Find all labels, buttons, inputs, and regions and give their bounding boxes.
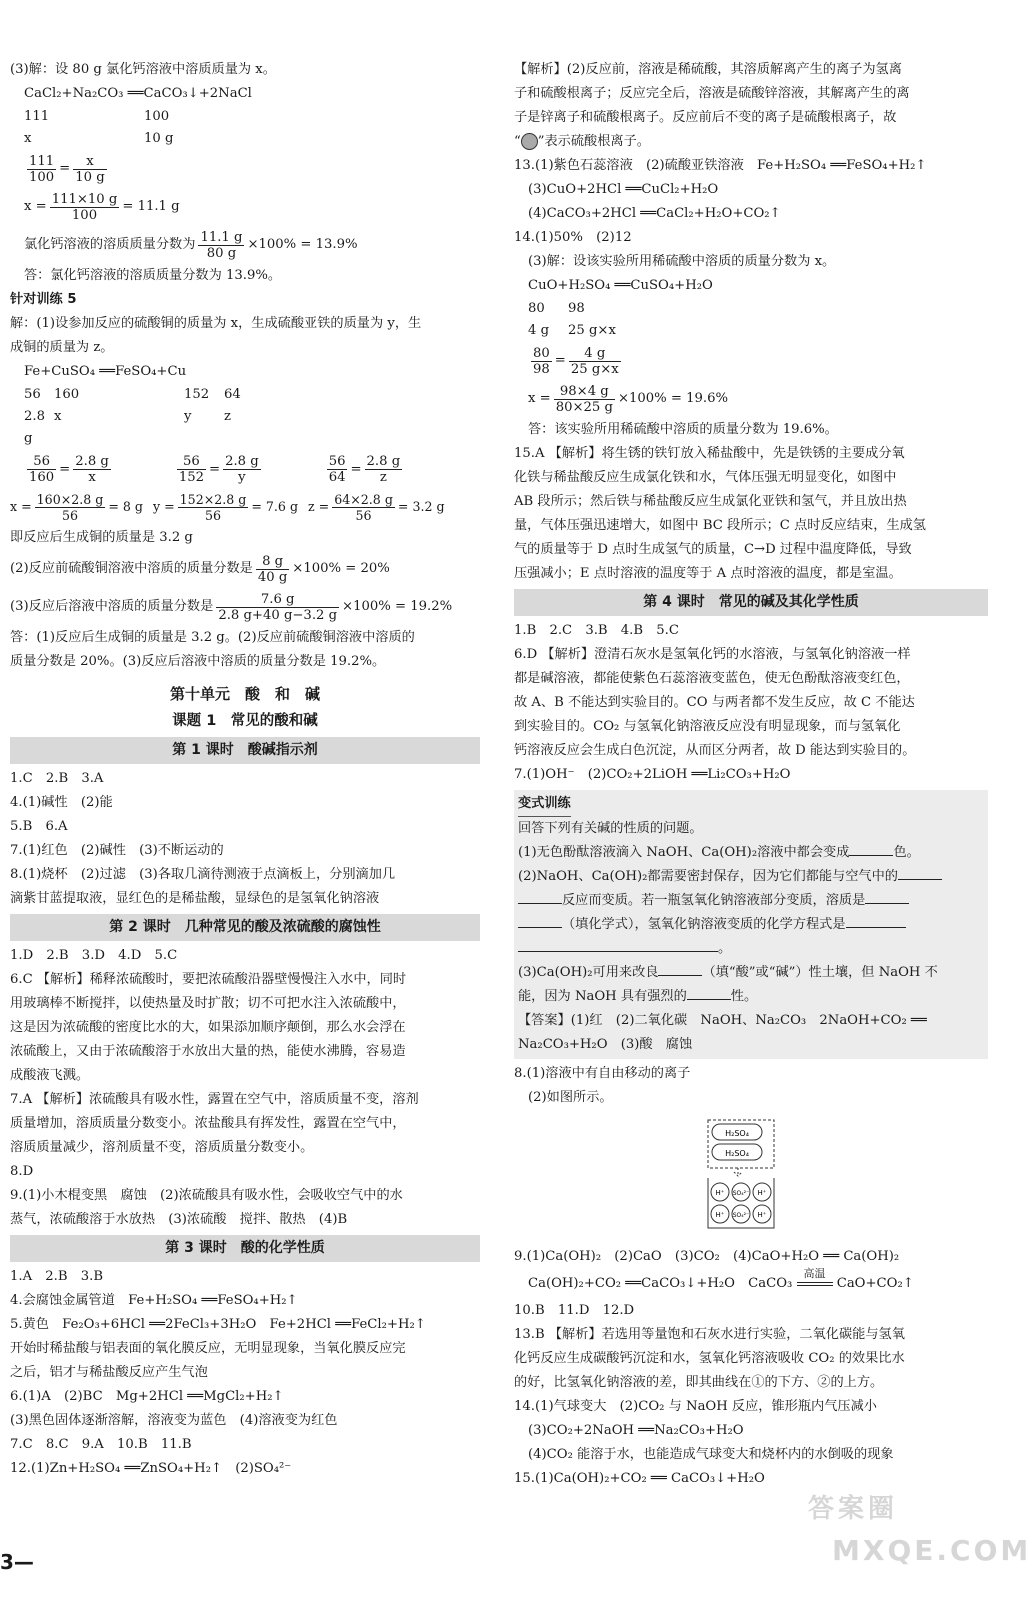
watermark-logo: 答案圈 (808, 1494, 899, 1524)
answer-line: 1.C 2.B 3.A (10, 771, 104, 786)
text-line: 解：(1)设参加反应的硫酸铜的质量为 x，生成硫酸亚铁的质量为 y，生 (10, 316, 422, 331)
ion-label: SO₄²⁻ (732, 1190, 750, 1197)
results-row: x = $\frac{160\times 2.8 g}{56}$ = 8 g y = $\frac{152\times 2.8 g}{56}$ = 7.6 g z = $\frac{64\times 2.8 g}{56}$ = 3.2 g (10, 491, 445, 523)
answer-line: 8.(1)溶液中有自由移动的离子 (514, 1066, 691, 1081)
solution-line: x = $\frac{111\times 10 g}{100}$ = 11.1 g (24, 191, 180, 223)
lesson3-answers (10, 1265, 480, 1481)
answer-line: “ ”表示硫酸根离子。 (514, 134, 650, 149)
box-line: 。 (518, 937, 984, 961)
lesson-banner-4: 第 4 课时 常见的碱及其化学性质 (514, 589, 988, 616)
equation: Fe+CuSO₄ ══FeSO₄+Cu (24, 364, 187, 379)
answer-line: 13.(1)紫色石蕊溶液 (2)硫酸亚铁溶液 Fe+H₂SO₄ ══FeSO₄+H₂↑ (514, 158, 927, 173)
percent-line: (2)反应前硫酸铜溶液中溶质的质量分数是 $\frac{8 g}{40 g}$ ×100% = 20% (10, 553, 390, 585)
answer-line: 用玻璃棒不断搅拌，以使热量及时扩散；切不可把水注入浓硫酸中， (10, 996, 406, 1011)
text-line: 即反应后生成铜的质量是 3.2 g (10, 530, 193, 545)
answer-line: 的好，比氢氧化钠溶液的差，即其曲线在①的下方、②的上方。 (514, 1375, 884, 1390)
proportion: $\frac{80}{98}$ = $\frac{4 g}{25 g\times x}$ (533, 345, 619, 377)
section-heading: 针对训练 5 (10, 292, 77, 307)
percent-line: 氯化钙溶液的溶质质量分数为 $\frac{11.1 g}{80 g}$ ×100% = 13.9% (24, 229, 358, 261)
answer-line: 15.(1)Ca(OH)₂+CO₂ ══ CaCO₃↓+H₂O (514, 1471, 765, 1486)
answer-line: 8.(1)烧杯 (2)过滤 (3)各取几滴待测液于点滴板上，分别滴加几 (10, 867, 396, 882)
arrow-icon (734, 1168, 742, 1176)
reaction-condition: 高温 (803, 1266, 826, 1280)
lesson2-answers (10, 944, 480, 1232)
mass-ratio-grid (10, 106, 480, 150)
answer-line: 压强减小；E 点时溶液的温度等于 A 点时溶液的温度，都是室温。 (514, 566, 902, 581)
answer-line: AB 段所示；然后铁与稀盐酸反应生成氯化亚铁和氢气，并且放出热 (514, 494, 907, 509)
answer-line: 溶质质量减少，溶剂质量不变，溶质质量分数变小。 (10, 1140, 314, 1155)
percent-line: (3)反应后溶液中溶质的质量分数是 $\frac{7.6 g}{2.8 g+40 g-3.2 g}$ ×100% = 19.2% (10, 591, 453, 623)
answer-line: 答：氯化钙溶液的溶质质量分数为 13.9%。 (24, 268, 282, 283)
box-line: 反应而变质。若一瓶氢氧化钠溶液部分变质，溶质是 (518, 889, 984, 913)
text-line: 成铜的质量为 z。 (10, 340, 114, 355)
answer-line: 气的质量等于 D 点时生成氢气的质量，C→D 过程中温度降低，导致 (514, 542, 912, 557)
answer-line: 钙溶液反应会生成白色沉淀，从而区分两者，故 D 能达到实验目的。 (514, 743, 916, 758)
mass-ratio-grid: 56 160 152 64 2.8 g x y z (24, 387, 241, 446)
answer-line: 14.(1)气球变大 (2)CO₂ 与 NaOH 反应，锥形瓶内气压减小 (514, 1399, 877, 1414)
answer-line: 都是碱溶液，都能使紫色石蕊溶液变蓝色，使无色酚酞溶液变红色， (514, 671, 910, 686)
answer-line: (3)解：设该实验所用稀硫酸中溶质的质量分数为 x。 (528, 254, 836, 269)
answer-line: 质量增加，溶质质量分数变小。浓盐酸具有挥发性，露置在空气中， (10, 1116, 406, 1131)
answer-line: 浓硫酸上，又由于浓硫酸溶于水放出大量的热，能使水沸腾，容易造 (10, 1044, 406, 1059)
solution-line: x = $\frac{98\times 4 g}{80\times 25 g}$ ×100% = 19.6% (528, 383, 729, 415)
ion-label: H⁺ (757, 1189, 767, 1197)
answer-line: 质量分数是 20%。(3)反应后溶液中溶质的质量分数是 19.2%。 (10, 654, 386, 669)
answer-line: 化钙反应生成碳酸钙沉淀和水，氢氧化钙溶液吸收 CO₂ 的效果比水 (514, 1351, 905, 1366)
answer-line: 14.(1)50% (2)12 (514, 230, 632, 245)
answer-line: 13.B 【解析】若选用等量饱和石灰水进行实验，二氧化碳能与氢氧 (514, 1327, 905, 1342)
answer-line: (2)如图所示。 (528, 1090, 613, 1105)
answer-line: 到实验目的。CO₂ 与氢氧化钠溶液反应没有明显现象，而与氢氧化 (514, 719, 901, 734)
proportions-row: $\frac{56}{160}$ = $\frac{2.8 g}{x}$ $\frac{56}{152}$ = $\frac{2.8 g}{y}$ $\frac{56}{64}$ = $\frac{2.8 g}{z}$ (29, 453, 401, 485)
box-line: （填化学式），氢氧化钠溶液变质的化学方程式是 (518, 913, 984, 937)
box-line: (1)无色酚酞溶液滴入 NaOH、Ca(OH)₂溶液中都会变成 色。 (518, 841, 984, 865)
answer-line: 7.(1)OH⁻ (2)CO₂+2LiOH ══Li₂CO₃+H₂O (514, 767, 791, 782)
grid-cell: 100 (144, 109, 170, 124)
answer-line: 5.黄色 Fe₂O₃+6HCl ══2FeCl₃+3H₂O Fe+2HCl ══FeCl₂+H₂↑ (10, 1317, 426, 1332)
h2so4-label: H₂SO₄ (725, 1149, 749, 1158)
answer-line: 【解析】(2)反应前，溶液是稀硫酸，其溶质解离产生的离子为氢离 (514, 62, 902, 77)
unit-title: 第十单元 酸 和 碱 (169, 685, 320, 703)
variant-training-box (514, 790, 988, 1059)
ion-label: SO₄²⁻ (732, 1212, 750, 1219)
answer-line: 滴紫甘蓝提取液，显红色的是稀盐酸，显绿色的是氢氧化钠溶液 (10, 891, 380, 906)
proportion: $\frac{111}{100}$ = $\frac{x}{10 g}$ (29, 153, 105, 185)
box-answer: Na₂CO₃+H₂O (3)酸 腐蚀 (518, 1037, 693, 1052)
topic-title: 课题 1 常见的酸和碱 (172, 713, 318, 729)
h2so4-label: H₂SO₄ (725, 1129, 749, 1138)
beaker-diagram (704, 1118, 778, 1230)
equation: CuO+H₂SO₄ ══CuSO₄+H₂O (528, 278, 713, 293)
text-line: (3)解：设 80 g 氯化钙溶液中溶质质量为 x。 (10, 62, 276, 77)
answer-line: 蒸气，浓硫酸溶于水放热 (3)浓硫酸 搅拌、散热 (4)B (10, 1212, 348, 1227)
answer-line: (3)CuO+2HCl ══CuCl₂+H₂O (528, 182, 719, 197)
box-line: (3)Ca(OH)₂可用来改良 （填“酸”或“碱”）性土壤，但 NaOH 不 (518, 961, 984, 985)
watermark-url: MXQE.COM (832, 1534, 1031, 1567)
answer-line: (3)CO₂+2NaOH ══Na₂CO₃+H₂O (528, 1423, 744, 1438)
answer-line: 12.(1)Zn+H₂SO₄ ══ZnSO₄+H₂↑ (2)SO₄²⁻ (10, 1461, 292, 1476)
answer-line: 7.(1)红色 (2)碱性 (3)不断运动的 (10, 843, 224, 858)
answer-line: 6.C 【解析】稀释浓硫酸时，要把浓硫酸沿器壁慢慢注入水中，同时 (10, 972, 407, 987)
answer-line: 7.A 【解析】浓硫酸具有吸水性，露置在空气中，溶质质量不变，溶剂 (10, 1092, 419, 1107)
box-line: (2)NaOH、Ca(OH)₂都需要密封保存，因为它们都能与空气中的 (518, 865, 984, 889)
answer-line: 9.(1)小木棍变黑 腐蚀 (2)浓硫酸具有吸水性，会吸收空气中的水 (10, 1188, 403, 1203)
answer-line: 1.A 2.B 3.B (10, 1269, 104, 1284)
answer-line: 4.(1)碱性 (2)能 (10, 795, 113, 810)
lesson1-answers (10, 767, 480, 911)
answer-line: 6.(1)A (2)BC Mg+2HCl ══MgCl₂+H₂↑ (10, 1389, 284, 1404)
answer-line: 之后，铝才与稀盐酸反应产生气泡 (10, 1365, 208, 1380)
answer-line: 答：该实验所用稀硫酸中溶质的质量分数为 19.6%。 (528, 422, 838, 437)
answer-line: 子是锌离子和硫酸根离子。反应前后不变的离子是硫酸根离子，故 (514, 110, 897, 125)
answer-line: 15.A 【解析】将生锈的铁钉放入稀盐酸中，先是铁锈的主要成分氧 (514, 446, 905, 461)
answer-line: 开始时稀盐酸与铝表面的氧化膜反应，无明显现象，当氧化膜反应完 (10, 1341, 406, 1356)
answer-line: 成酸液飞溅。 (10, 1068, 90, 1083)
answer-line: Ca(OH)₂+CO₂ ══CaCO₃↓+H₂O CaCO₃ 高温 CaO+CO₂↑ (528, 1266, 914, 1291)
answer-line: 子和硫酸根离子；反应完全后，溶液是硫酸锌溶液，其解离产生的离 (514, 86, 910, 101)
left-column (10, 58, 480, 1481)
box-line: 回答下列有关碱的性质的问题。 (518, 821, 703, 836)
box-answer: 【答案】(1)红 (2)二氧化碳 NaOH、Na₂CO₃ 2NaOH+CO₂ ══ (518, 1013, 927, 1028)
sulfate-ion-icon (521, 133, 538, 150)
answer-line: 这是因为浓硫酸的密度比水的大，如果添加顺序颠倒，那么水会浮在 (10, 1020, 406, 1035)
page-number: 3— (0, 1550, 34, 1574)
answer-line: 9.(1)Ca(OH)₂ (2)CaO (3)CO₂ (4)CaO+H₂O ══ Ca(OH)₂ (514, 1249, 900, 1264)
ion-label: H⁺ (715, 1211, 725, 1219)
ion-label: H⁺ (757, 1211, 767, 1219)
right-column (514, 58, 988, 1491)
answer-line: 故 A、B 不能达到实验目的。CO 与两者都不发生反应，故 C 不能达 (514, 695, 915, 710)
answer-line: 1.D 2.B 3.D 4.D 5.C (10, 948, 178, 963)
beaker-outline (708, 1178, 774, 1228)
answer-line: 1.B 2.C 3.B 4.B 5.C (514, 623, 679, 638)
answer-line: 10.B 11.D 12.D (514, 1303, 635, 1318)
box-line: 能，因为 NaOH 具有强烈的 性。 (518, 985, 984, 1009)
equation: CaCl₂+Na₂CO₃ ══CaCO₃↓+2NaCl (24, 86, 252, 101)
answer-line: 答：(1)反应后生成铜的质量是 3.2 g。(2)反应前硫酸铜溶液中溶质的 (10, 630, 415, 645)
grid-cell: x (24, 131, 32, 146)
answer-line: 6.D 【解析】澄清石灰水是氢氧化钙的水溶液，与氢氧化钠溶液一样 (514, 647, 911, 662)
grid-cell: 111 (24, 109, 50, 124)
answer-line: 化铁与稀盐酸反应生成氯化铁和水，气体压强无明显变化，如图中 (514, 470, 897, 485)
ion-label: H⁺ (715, 1189, 725, 1197)
answer-line: 5.B 6.A (10, 819, 68, 834)
box-title: 变式训练 (518, 792, 571, 817)
answer-line: (4)CO₂ 能溶于水，也能造成气球变大和烧杯内的水倒吸的现象 (528, 1447, 894, 1462)
answer-line: (3)黑色固体逐渐溶解，溶液变为蓝色 (4)溶液变为红色 (10, 1413, 338, 1428)
lesson-banner-2: 第 2 课时 几种常见的酸及浓硫酸的腐蚀性 (10, 914, 480, 941)
answer-line: 7.C 8.C 9.A 10.B 11.B (10, 1437, 192, 1452)
answer-line: 8.D (10, 1164, 34, 1179)
answer-line: 量，气体压强迅速增大，如图中 BC 段所示；C 点时反应结束，生成氢 (514, 518, 926, 533)
lesson-banner-1: 第 1 课时 酸碱指示剂 (10, 737, 480, 764)
lesson-banner-3: 第 3 课时 酸的化学性质 (10, 1235, 480, 1262)
answer-line: 4.会腐蚀金属管道 Fe+H₂SO₄ ══FeSO₄+H₂↑ (10, 1293, 298, 1308)
answer-line: (4)CaCO₃+2HCl ══CaCl₂+H₂O+CO₂↑ (528, 206, 781, 221)
grid-cell: 10 g (144, 131, 174, 146)
mass-ratio-grid: 80 98 4 g 25 g×x (528, 301, 616, 338)
